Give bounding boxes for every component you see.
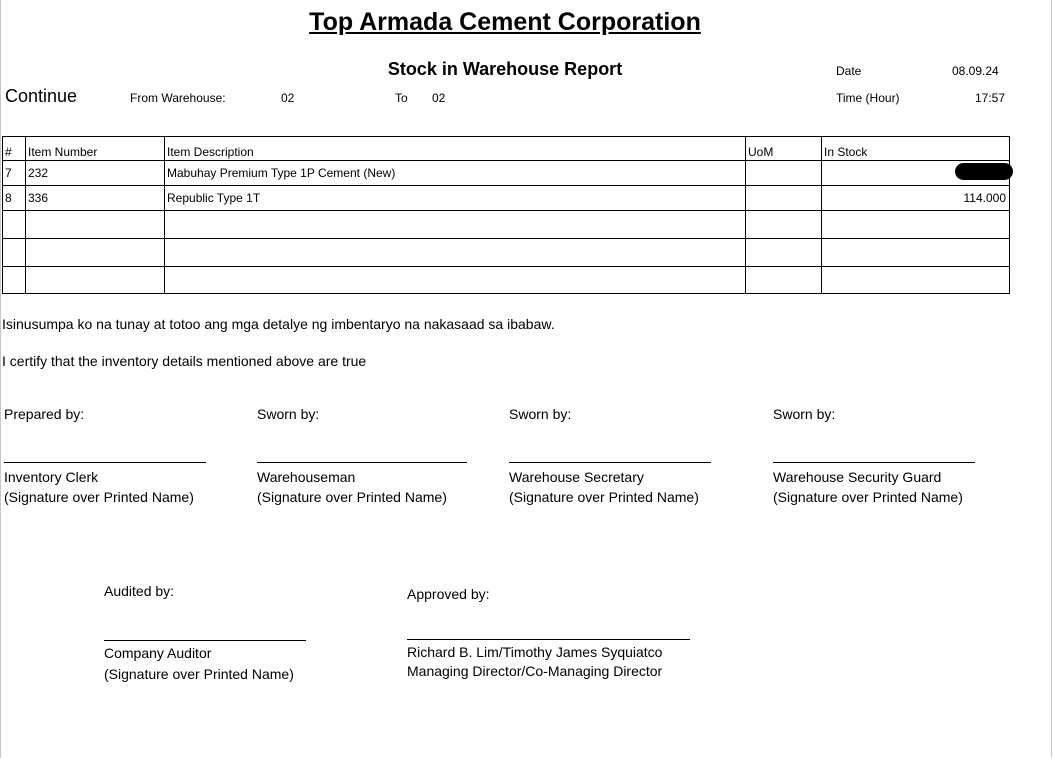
column-header: In Stock <box>822 137 1010 161</box>
audited-by-role: Company Auditor <box>104 645 212 661</box>
item-number: 232 <box>26 161 165 186</box>
time-label: Time (Hour) <box>836 91 900 105</box>
to-label: To <box>395 91 408 105</box>
signature-line <box>4 462 206 463</box>
table-row <box>3 211 1010 239</box>
redaction-mark <box>955 163 1013 180</box>
table-row <box>3 267 1010 294</box>
item-number: 336 <box>26 186 165 211</box>
item-in-stock: 114.000 <box>822 186 1010 211</box>
from-warehouse-value: 02 <box>281 91 295 105</box>
row-number <box>3 239 26 267</box>
column-header: UoM <box>746 137 822 161</box>
column-header: Item Description <box>165 137 746 161</box>
audited-by-label: Audited by: <box>104 583 175 599</box>
item-in-stock <box>822 239 1010 267</box>
sworn-by-role: Warehouseman <box>257 469 356 485</box>
item-uom <box>746 211 822 239</box>
item-number <box>26 211 165 239</box>
signature-line <box>257 462 467 463</box>
prepared-by-role: Inventory Clerk <box>4 469 99 485</box>
sworn-by-label: Sworn by: <box>509 406 572 422</box>
sworn-by-role: Warehouse Secretary <box>509 469 644 485</box>
approver-title: Managing Director/Co-Managing Director <box>407 663 663 679</box>
sworn-by-role: Warehouse Security Guard <box>773 469 942 485</box>
company-name: Top Armada Cement Corporation <box>309 8 701 36</box>
audited-by-note: (Signature over Printed Name) <box>104 666 294 682</box>
time-value: 17:57 <box>975 91 1006 105</box>
row-number: 8 <box>3 186 26 211</box>
report-title: Stock in Warehouse Report <box>387 59 623 79</box>
stock-table <box>2 136 1010 294</box>
approver-name: Richard B. Lim/Timothy James Syquiatco <box>407 644 663 660</box>
date-label: Date <box>836 64 862 78</box>
approved-by-label: Approved by: <box>407 586 490 602</box>
item-description <box>165 267 746 294</box>
column-header: Item Number <box>26 137 165 161</box>
table-row <box>3 239 1010 267</box>
item-uom <box>746 161 822 186</box>
row-number <box>3 211 26 239</box>
item-description <box>165 239 746 267</box>
signature-line <box>509 462 711 463</box>
certification-english: I certify that the inventory details mentioned above are true <box>2 353 367 369</box>
prepared-by-label: Prepared by: <box>4 406 85 422</box>
table-row <box>3 186 1010 211</box>
item-uom <box>746 239 822 267</box>
item-description <box>165 211 746 239</box>
prepared-by-note: (Signature over Printed Name) <box>4 489 194 505</box>
item-number <box>26 267 165 294</box>
item-description: Republic Type 1T <box>165 186 746 211</box>
item-number <box>26 239 165 267</box>
item-uom <box>746 186 822 211</box>
sworn-by-note: (Signature over Printed Name) <box>257 489 447 505</box>
to-value: 02 <box>432 91 446 105</box>
signature-line <box>407 639 690 640</box>
item-uom <box>746 267 822 294</box>
sworn-by-label: Sworn by: <box>257 406 320 422</box>
sworn-by-note: (Signature over Printed Name) <box>509 489 699 505</box>
table-row <box>3 161 1010 186</box>
signature-line <box>773 462 975 463</box>
item-description: Mabuhay Premium Type 1P Cement (New) <box>165 161 746 186</box>
row-number <box>3 267 26 294</box>
signature-line <box>104 640 306 641</box>
table-header-row <box>3 137 1010 161</box>
column-header: # <box>3 137 26 161</box>
continue-label: Continue <box>5 86 78 106</box>
sworn-by-label: Sworn by: <box>773 406 836 422</box>
date-value: 08.09.24 <box>952 64 999 78</box>
row-number: 7 <box>3 161 26 186</box>
from-warehouse-label: From Warehouse: <box>130 91 226 105</box>
sworn-by-note: (Signature over Printed Name) <box>773 489 963 505</box>
item-in-stock <box>822 211 1010 239</box>
item-in-stock <box>822 267 1010 294</box>
certification-tagalog: Isinusumpa ko na tunay at totoo ang mga detalye ng imbentaryo na nakasaad sa ibabaw. <box>2 316 555 332</box>
